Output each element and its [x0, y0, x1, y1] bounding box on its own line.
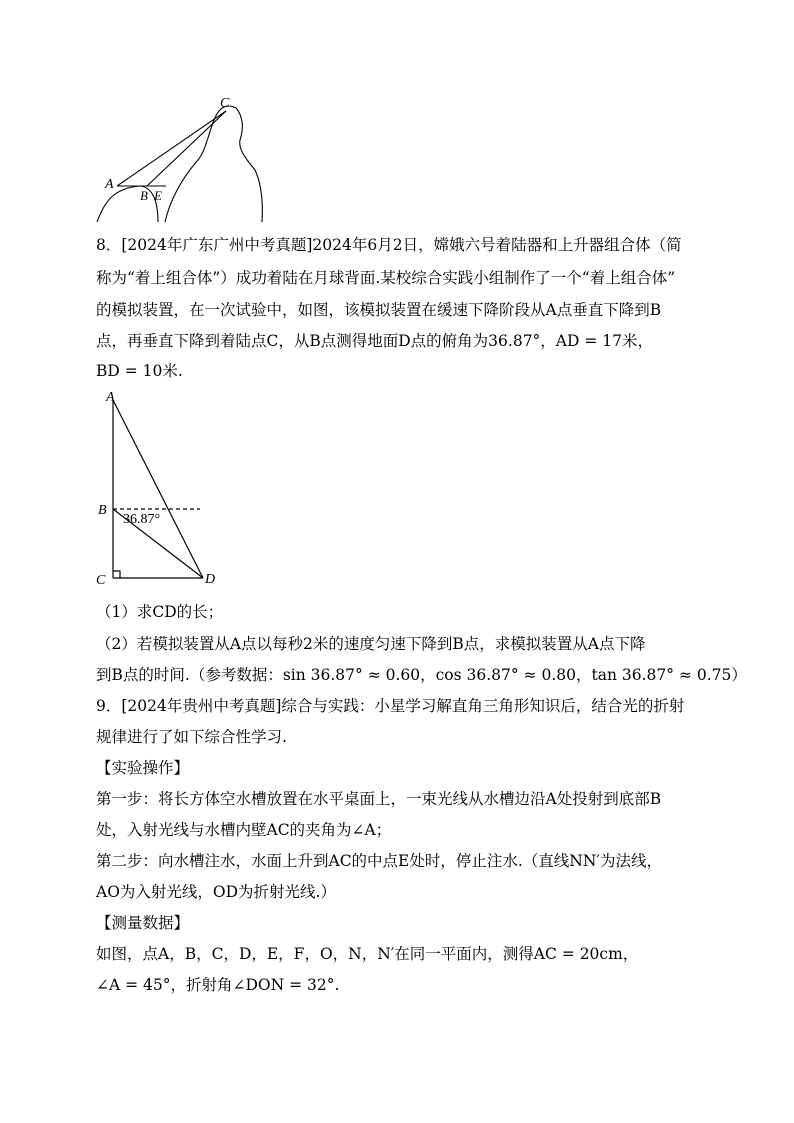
q9-heading-experiment: 【实验操作】 — [96, 759, 190, 777]
q8-line-2: 称为“着上组合体”）成功着陆在月球背面.某校综合实践小组制作了一个“着上组合体” — [96, 269, 676, 287]
figure2-label-c: C — [96, 573, 106, 588]
figure1-label-b: B — [140, 188, 148, 203]
q8-sub-question-2-line-1: （2）若模拟装置从A点以每秒2米的速度匀速下降到B点，求模拟装置从A点下降 — [96, 635, 646, 653]
q8-line-3: 的模拟装置，在一次试验中，如图，该模拟装置在缓速下降阶段从A点垂直下降到B — [96, 301, 662, 319]
q9-step2-line-1: 第二步：向水槽注水，水面上升到AC的中点E处时，停止注水.（直线NN′为法线， — [96, 852, 662, 870]
q9-data-line-2: ∠A = 45°，折射角∠DON = 32°. — [96, 976, 340, 994]
q9-data-line-1: 如图，点A，B，C，D，E，F，O，N，N′在同一平面内，测得AC = 20cm， — [96, 945, 639, 963]
figure2-label-b: B — [98, 503, 107, 518]
q8-sub-question-1: （1）求CD的长； — [96, 603, 224, 621]
q9-step1-line-2: 处，入射光线与水槽内壁AC的夹角为∠A； — [96, 821, 392, 839]
q8-line-1: 8．[2024年广东广州中考真题]2024年6月2日，嫦娥六号着陆器和上升器组合体（简 — [96, 236, 682, 254]
figure1-label-a: A — [105, 177, 114, 192]
q8-sub-question-2-line-2: 到B点的时间.（参考数据：sin 36.87° ≈ 0.60，cos 36.87° ≈ 0.80，tan 36.87° ≈ 0.75） — [96, 666, 747, 684]
q9-line-1: 9．[2024年贵州中考真题]综合与实践：小星学习解直角三角形知识后，结合光的折射 — [96, 697, 685, 715]
q8-line-4: 点，再垂直下降到着陆点C，从B点测得地面D点的俯角为36.87°，AD = 17米， — [96, 332, 653, 350]
angle-label: 36.87° — [123, 512, 161, 527]
q9-step1-line-1: 第一步：将长方体空水槽放置在水平桌面上，一束光线从水槽边沿A处投射到底部B — [96, 790, 662, 808]
figure1-label-c: C — [220, 96, 230, 111]
q9-heading-data: 【测量数据】 — [96, 914, 190, 932]
figure1-label-e: E — [154, 188, 162, 203]
figure2-label-d: D — [205, 572, 216, 587]
right-angle-mark — [113, 571, 120, 578]
q8-line-5: BD = 10米. — [96, 362, 183, 380]
segment-ad — [113, 400, 203, 578]
q9-step2-line-2: AO为入射光线，OD为折射光线.） — [96, 883, 336, 901]
figure2-label-a: A — [106, 390, 115, 405]
q9-line-2: 规律进行了如下综合性学习. — [96, 728, 287, 746]
